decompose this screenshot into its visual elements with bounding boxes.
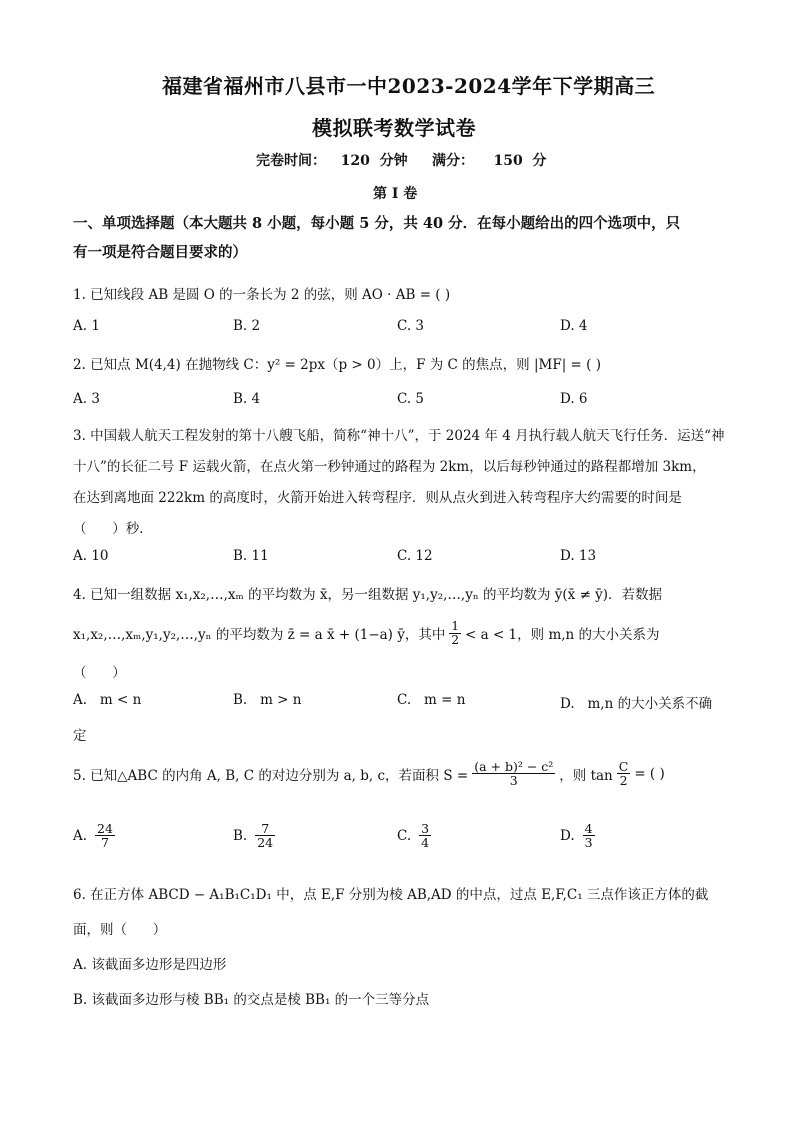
q5-option-c-fraction [419, 822, 431, 849]
q4-option-b: B. m > n [233, 692, 302, 708]
q5-area-fraction [472, 760, 555, 787]
question-6-line-2: 面，则（ ） [73, 922, 167, 938]
q4-option-c: C. m = n [397, 692, 466, 708]
q1-option-d: D. 4 [560, 318, 588, 334]
q5-tan-denominator: 2 [619, 773, 628, 789]
q4-option-d: D. m,n 的大小关系不确 [560, 696, 713, 712]
q5-option-a-fraction [95, 822, 115, 849]
section-heading-line-2: 有一项是符合题目要求的） [73, 244, 247, 261]
q5-option-c-numerator: 3 [421, 821, 430, 836]
question-4-line-3: （ ） [73, 665, 126, 681]
q5-option-a-denominator: 7 [101, 835, 109, 851]
question-3-line-3: 在达到离地面 222km 的高度时，火箭开始进入转弯程序．则从点火到进入转弯程序大约需要的时间是 [73, 490, 682, 506]
question-4-line-2 [73, 620, 660, 646]
exam-info: 完卷时间： 120 分钟 满分： 150 分 [256, 153, 547, 169]
q5-area-denominator: 3 [509, 773, 518, 789]
q4-fraction [449, 620, 461, 646]
question-5 [73, 760, 665, 787]
q4-fraction-denominator: 2 [451, 632, 460, 647]
question-3-line-2: 十八”的长征二号 F 运载火箭，在点火第一秒钟通过的路程为 2km，以后每秒钟通过的路程都增加 3km， [73, 459, 706, 475]
q3-option-c: C. 12 [397, 548, 433, 564]
question-1: 1. 已知线段 AB 是圆 O 的一条长为 2 的弦，则 AO · AB = ( ) [73, 287, 451, 303]
q6-option-b: B. 该截面多边形与棱 BB₁ 的交点是棱 BB₁ 的一个三等分点 [73, 992, 430, 1008]
q5-option-d-fraction [583, 822, 595, 849]
q6-option-a: A. 该截面多边形是四边形 [73, 957, 227, 973]
q4-line2-text-a: x₁,x₂,…,xₘ,y₁,y₂,…,yₙ 的平均数为 z̄ = a x̄ + (1−a) ȳ，其中 [73, 627, 446, 644]
q3-option-d: D. 13 [560, 548, 597, 564]
question-4-line-1: 4. 已知一组数据 x₁,x₂,…,xₘ 的平均数为 x̄，另一组数据 y₁,y₂,…,yₙ 的平均数为 ȳ(x̄ ≠ ȳ)．若数据 [73, 587, 663, 603]
q5-text-a: 5. 已知△ABC 的内角 A, B, C 的对边分别为 a, b, c，若面积 S = [73, 767, 469, 784]
q5-option-b-label: B. [233, 827, 248, 844]
q5-option-d [560, 822, 595, 849]
title-line-2: 模拟联考数学试卷 [312, 116, 476, 140]
question-6-line-1: 6. 在正方体 ABCD − A₁B₁C₁D₁ 中，点 E,F 分别为棱 AB,AD 的中点，过点 E,F,C₁ 三点作该正方体的截 [73, 887, 709, 903]
q5-option-b-numerator: 7 [255, 822, 275, 836]
q5-tan-fraction [617, 760, 631, 787]
q5-option-d-label: D. [560, 827, 575, 844]
q1-option-b: B. 2 [233, 318, 261, 334]
q4-option-a: A. m < n [73, 692, 142, 708]
title-line-1: 福建省福州市八县市一中2023-2024学年下学期高三 [162, 74, 656, 98]
q5-option-b-denominator: 24 [257, 835, 274, 851]
q2-option-c: C. 5 [397, 391, 425, 407]
q5-area-numerator: (a + b)² − c² [474, 759, 554, 774]
q5-option-a-numerator: 24 [97, 821, 113, 836]
question-2: 2. 已知点 M(4,4) 在抛物线 C：y² = 2px（p > 0）上，F 为 C 的焦点，则 |MF| = ( ) [73, 357, 601, 373]
q2-option-d: D. 6 [560, 391, 588, 407]
q5-option-c-denominator: 4 [421, 835, 430, 851]
q5-option-b [233, 822, 275, 849]
q2-option-b: B. 4 [233, 391, 261, 407]
q3-option-b: B. 11 [233, 548, 269, 564]
q5-option-a [73, 822, 115, 849]
q1-option-c: C. 3 [397, 318, 425, 334]
q5-option-d-numerator: 4 [584, 821, 593, 836]
question-3-line-4: （ ）秒． [73, 521, 153, 537]
q5-option-b-fraction [255, 822, 275, 849]
q4-option-d-continued: 定 [73, 728, 87, 744]
q5-option-a-label: A. [73, 827, 88, 844]
q3-option-a: A. 10 [73, 548, 109, 564]
volume-label: 第 I 卷 [373, 186, 418, 202]
q5-option-c [397, 822, 431, 849]
q5-text-c: = ( ) [634, 765, 665, 782]
q5-option-d-denominator: 3 [584, 835, 593, 851]
q5-text-b: ，则 tan [559, 767, 613, 784]
q4-line2-text-b: < a < 1，则 m,n 的大小关系为 [465, 627, 660, 644]
q5-tan-numerator: C [618, 759, 629, 774]
q2-option-a: A. 3 [73, 391, 100, 407]
question-3-line-1: 3. 中国载人航天工程发射的第十八艘飞船，简称“神十八”，于 2024 年 4 月执行载人航天飞行任务．运送“神 [73, 428, 725, 444]
q5-option-c-label: C. [397, 827, 412, 844]
q4-fraction-numerator: 1 [451, 619, 460, 633]
q1-option-a: A. 1 [73, 318, 100, 334]
section-heading-line-1: 一、单项选择题（本大题共 8 小题，每小题 5 分，共 40 分．在每小题给出的四个选项中，只 [73, 215, 681, 232]
